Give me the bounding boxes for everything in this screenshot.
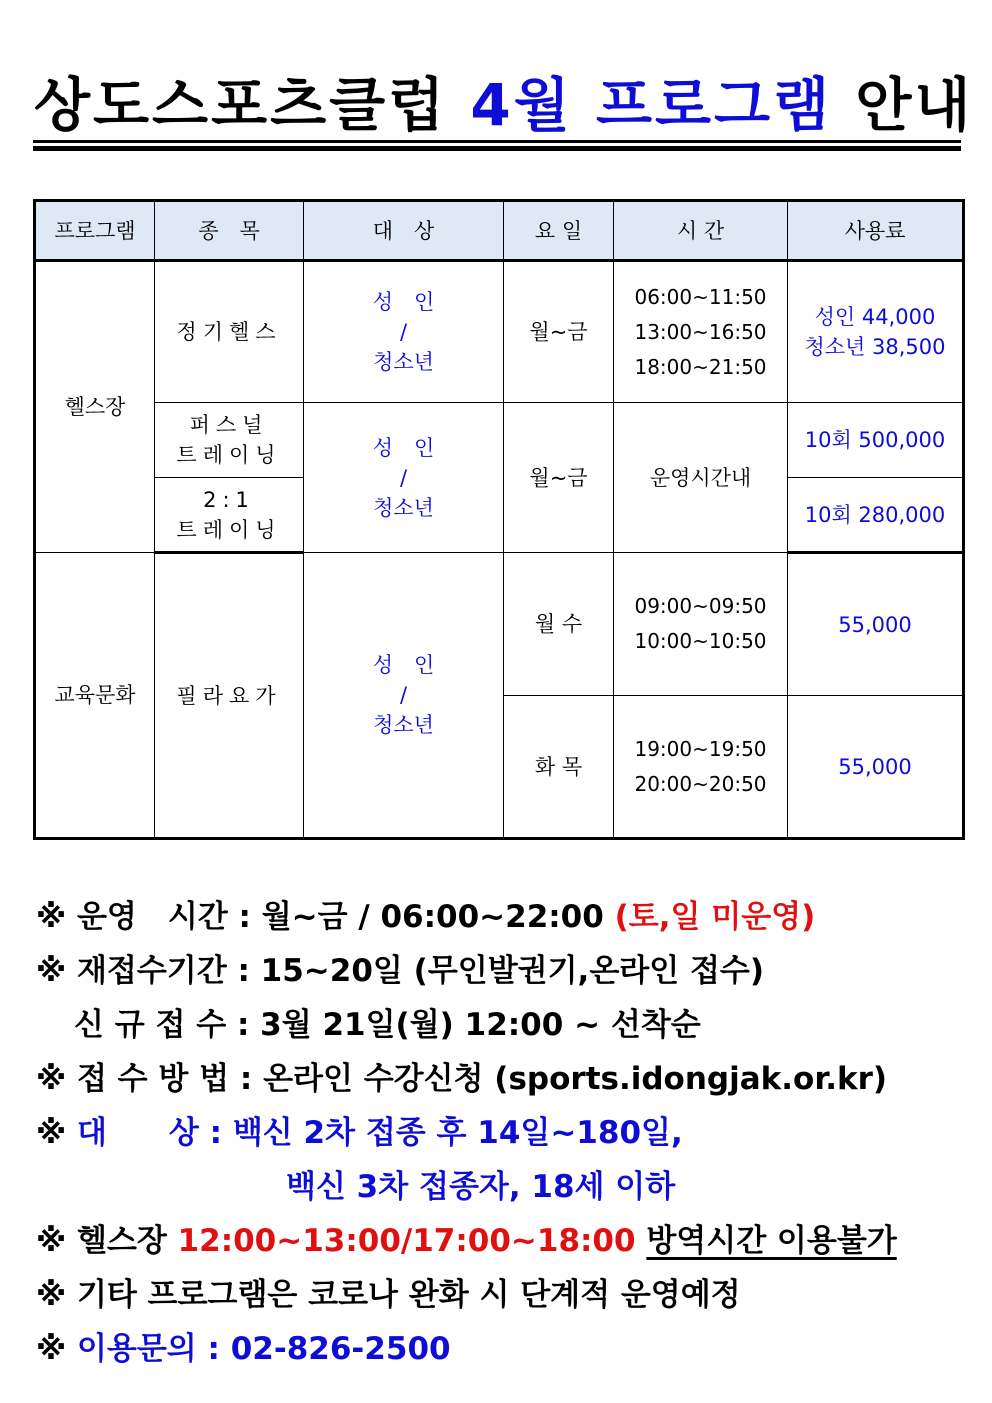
item-regular-health: 정기헬스 [155,261,304,403]
fee-youth: 청소년 38,500 [804,335,946,359]
note-gym [36,1214,966,1268]
note-closed-days: (토,일 미운영) [614,899,816,935]
target-adult: 성 인 [372,290,435,314]
target-slash: / [399,465,408,490]
title-underline-thick [33,146,961,151]
note-value: 백신 2차 접종 후 14일~180일, [232,1115,683,1151]
note-label: 재접수기간 : [76,953,250,989]
table-header-row [35,201,964,261]
note-label: 신 규 접 수 : [74,1007,250,1043]
target-adult: 성 인 [372,653,435,677]
header-target: 대 상 [304,201,504,261]
note-gym-times: 12:00~13:00/17:00~18:00 [177,1223,636,1259]
item-duo-training [155,478,304,553]
note-label: 대 상 : [76,1115,223,1151]
time-cell: 운영시간내 [614,403,788,553]
note-hours [36,890,966,944]
fee-cell: 10회 280,000 [788,478,964,553]
title-program: 4월 프로그램 [470,71,833,139]
time-cell [614,553,788,696]
reference-mark-icon: ※ [36,1115,67,1151]
note-value: 백신 3차 접종자, 18세 이하 [286,1169,676,1205]
time-slot: 18:00~21:50 [634,354,767,379]
time-slot: 06:00~11:50 [634,284,767,309]
note-label: 헬스장 [76,1223,167,1259]
fee-cell: 10회 500,000 [788,403,964,478]
item-line: 퍼스널 [189,413,269,437]
program-edu: 교육문화 [35,553,155,839]
note-target-cont [36,1160,966,1214]
reference-mark-icon: ※ [36,1277,67,1313]
program-health: 헬스장 [35,261,155,553]
target-adult: 성 인 [372,435,435,460]
note-target [36,1106,966,1160]
days-cell: 월 수 [504,553,614,696]
note-label: 접 수 방 법 : [76,1061,253,1097]
target-slash: / [399,320,408,344]
header-fee: 사용료 [788,201,964,261]
notes [36,890,966,1376]
time-slot: 19:00~19:50 [634,736,767,761]
fee-cell [788,261,964,403]
header-program: 프로그램 [35,201,155,261]
title-guide: 안내 [855,71,974,139]
note-method [36,1052,966,1106]
time-slot: 10:00~10:50 [634,629,767,653]
reference-mark-icon: ※ [36,1331,67,1367]
target-youth: 청소년 [373,350,434,374]
note-gym-text: 방역시간 이용불가 [646,1223,897,1259]
item-line: 트레이닝 [176,443,282,467]
target-cell [304,403,504,553]
target-youth: 청소년 [373,495,434,520]
reference-mark-icon: ※ [36,953,67,989]
time-cell [614,696,788,839]
note-label: 이용문의 : [76,1331,220,1367]
note-inquiry [36,1322,966,1376]
reference-mark-icon: ※ [36,1223,67,1259]
note-value: 월~금 / 06:00~22:00 [261,899,604,935]
time-slot: 09:00~09:50 [634,594,767,618]
time-slot: 13:00~16:50 [634,319,767,344]
reference-mark-icon: ※ [36,899,67,935]
fee-cell: 55,000 [788,696,964,839]
program-table [33,199,965,840]
item-line: 2:1 [203,487,255,512]
target-cell [304,261,504,403]
note-value: 15~20일 (무인발권기,온라인 접수) [260,953,765,989]
item-line: 트레이닝 [176,517,282,542]
table-row [35,403,964,478]
page-title [34,70,974,140]
fee-adult: 성인 44,000 [814,305,936,329]
days-cell: 화 목 [504,696,614,839]
item-pilates-yoga: 필라요가 [155,553,304,839]
header-item: 종 목 [155,201,304,261]
title-underline [33,140,961,143]
note-value: 기타 프로그램은 코로나 완화 시 단계적 운영예정 [76,1277,741,1313]
note-phone: 02-826-2500 [230,1331,451,1367]
table-row [35,261,964,403]
days-cell: 월~금 [504,403,614,553]
note-label: 운영 시간 : [76,899,251,935]
table-row [35,553,964,696]
header-days: 요 일 [504,201,614,261]
header-time: 시 간 [614,201,788,261]
note-reregistration [36,944,966,998]
note-value: 온라인 수강신청 (sports.idongjak.or.kr) [263,1061,888,1097]
title-club: 상도스포츠클럽 [34,71,448,139]
fee-cell: 55,000 [788,553,964,696]
time-slot: 20:00~20:50 [634,771,767,796]
note-other [36,1268,966,1322]
item-personal-training [155,403,304,478]
target-slash: / [399,683,408,707]
time-cell [614,261,788,403]
note-value: 3월 21일(월) 12:00 ~ 선착순 [260,1007,701,1043]
target-youth: 청소년 [373,713,434,737]
note-new-registration [36,998,966,1052]
target-cell [304,553,504,839]
days-cell: 월~금 [504,261,614,403]
reference-mark-icon: ※ [36,1061,67,1097]
